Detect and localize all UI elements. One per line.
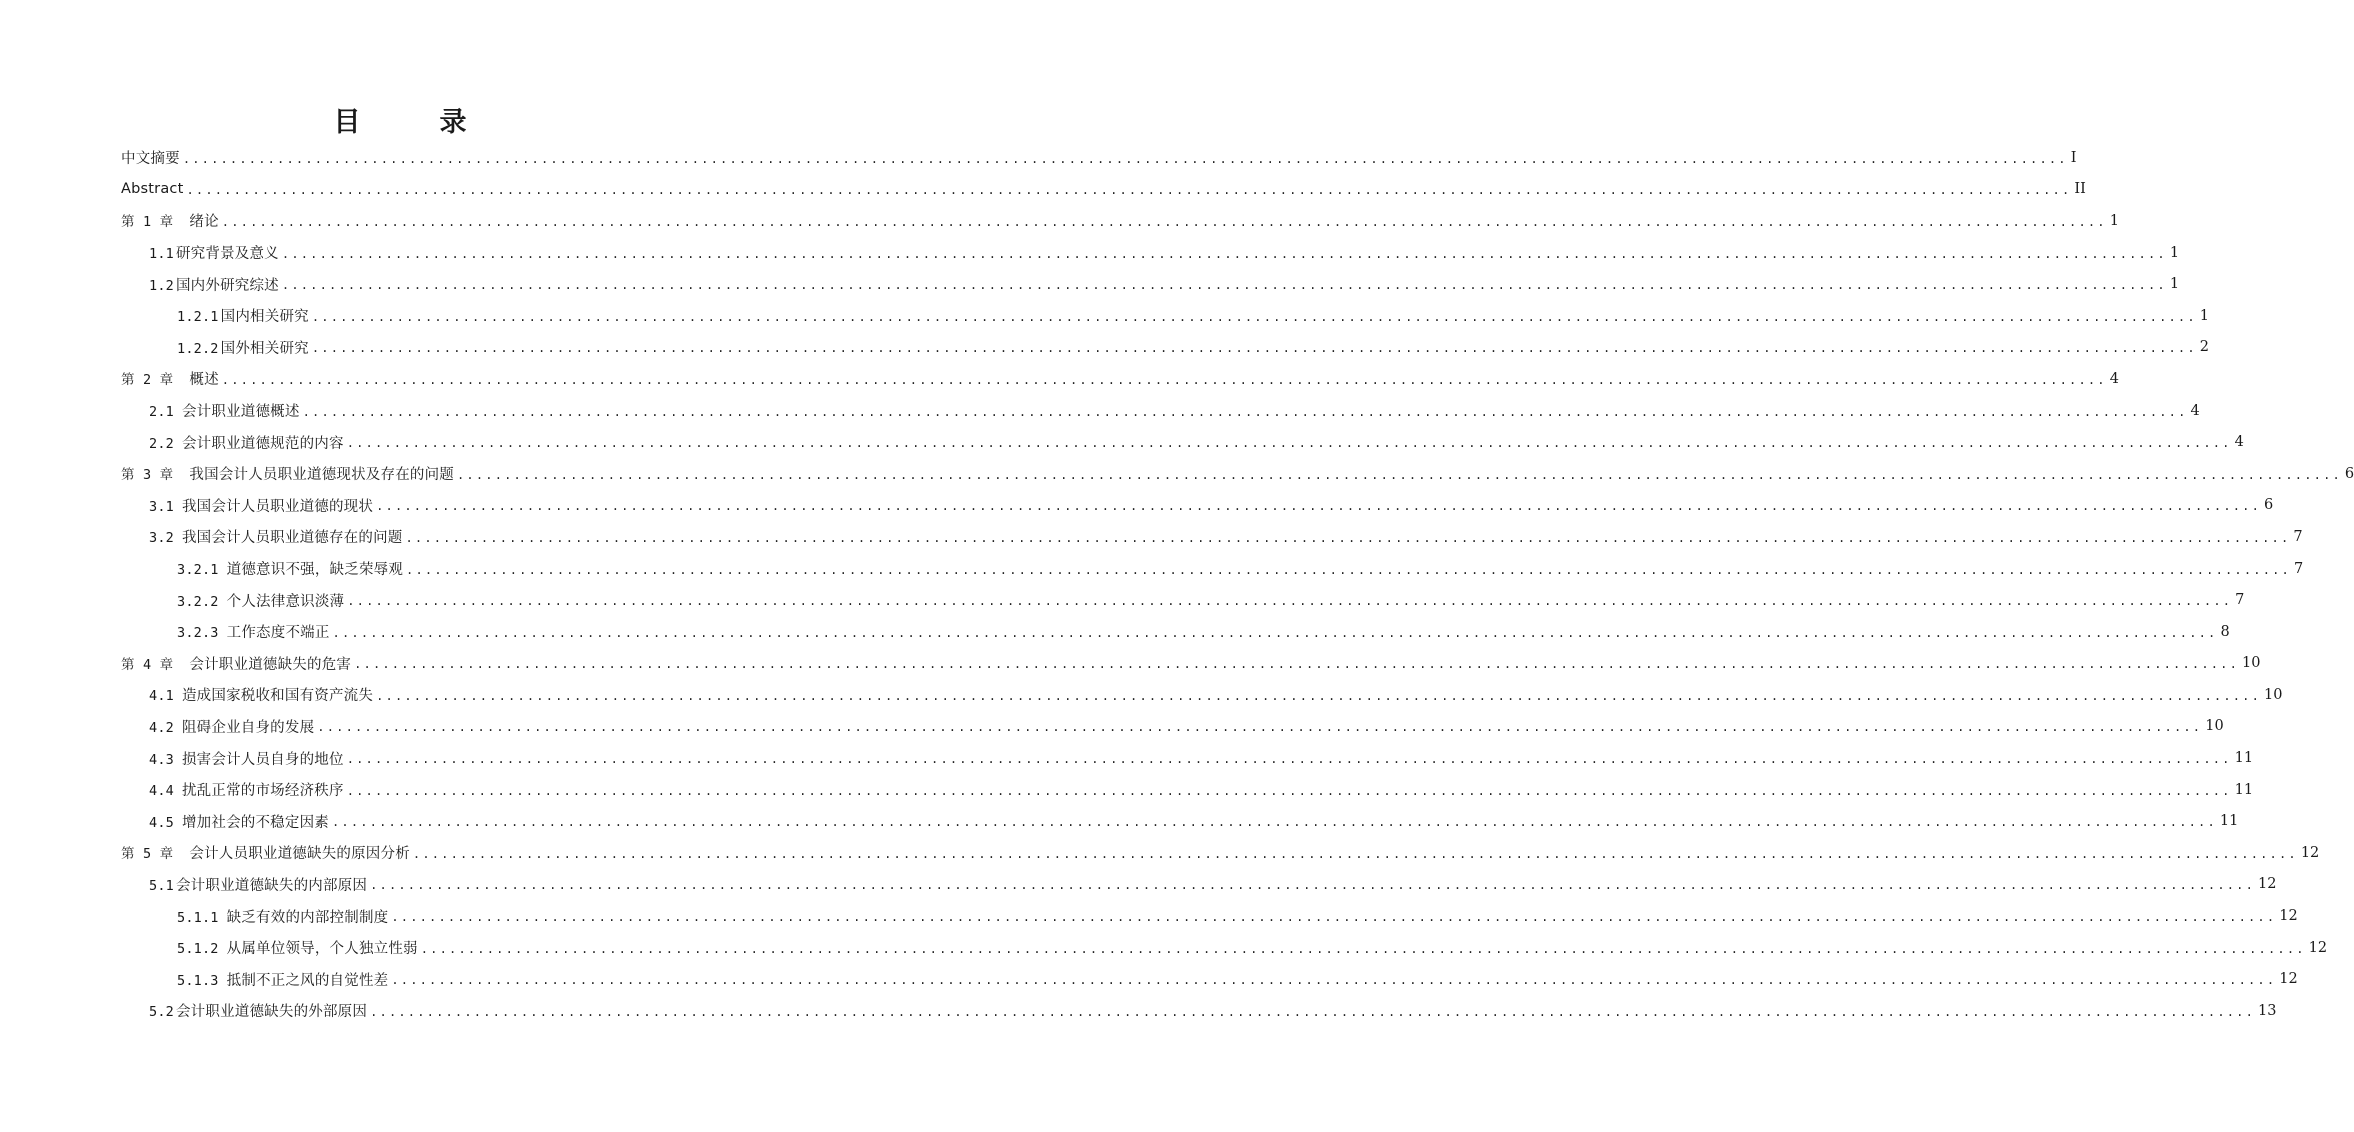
toc-leader-dots: ........................................................................................................................................................................................................ xyxy=(347,594,2233,609)
toc-entry-number: 5.1.1 xyxy=(177,909,219,926)
toc-leader-dots: ........................................................................................................................................................................................................ xyxy=(311,309,2197,324)
toc-entry-number: 5.1.2 xyxy=(177,941,219,958)
toc-entry-text: 造成国家税收和国有资产流失 xyxy=(181,688,374,705)
toc-entry-number: 4.1 xyxy=(149,688,174,705)
toc-page-number: 12 xyxy=(2308,939,2328,956)
toc-entry-label xyxy=(149,748,344,769)
toc-entry-number: 5.2 xyxy=(149,1004,174,1021)
toc-entry[interactable] xyxy=(121,869,2277,901)
toc-page-number: 11 xyxy=(2219,813,2239,830)
toc-entry[interactable] xyxy=(121,521,2303,553)
toc-leader-dots: ........................................................................................................................................................................................................ xyxy=(370,878,2256,893)
toc-entry-label xyxy=(177,906,388,927)
toc-page-number: 11 xyxy=(2234,781,2254,798)
toc-page-number: 1 xyxy=(2199,307,2209,324)
toc-entry[interactable] xyxy=(121,584,2245,616)
toc-entry[interactable] xyxy=(121,490,2274,522)
toc-entry-number: 第 4 章 xyxy=(121,656,174,673)
toc-entry[interactable] xyxy=(121,363,2119,395)
toc-entry-number: 2.2 xyxy=(149,435,174,452)
toc-entry-text: 国内外研究综述 xyxy=(175,277,279,294)
toc-entry-text: 国外相关研究 xyxy=(220,340,309,357)
toc-entry[interactable] xyxy=(121,553,2304,585)
toc-page-number: 7 xyxy=(2235,592,2245,609)
toc-entry-text: 会计职业道德缺失的内部原因 xyxy=(175,877,368,894)
toc-leader-dots: ........................................................................................................................................................................................................ xyxy=(302,404,2188,419)
toc-entry-number: 第 3 章 xyxy=(121,467,174,484)
toc-leader-dots: ........................................................................................................................................................................................................ xyxy=(354,657,2240,672)
toc-entry[interactable] xyxy=(121,268,2180,300)
toc-entry-text: 增加社会的不稳定因素 xyxy=(181,814,329,831)
toc-leader-dots: ........................................................................................................................................................................................................ xyxy=(370,1004,2256,1019)
toc-entry-text: 道德意识不强，缺乏荣辱观 xyxy=(226,562,404,579)
toc-entry-label xyxy=(149,1000,367,1021)
toc-entry-text: 我国会计人员职业道德存在的问题 xyxy=(181,530,403,547)
toc-entry-label xyxy=(149,495,373,516)
toc-entry-label xyxy=(121,842,410,863)
toc-entry-label xyxy=(121,368,219,389)
toc-entry-number: 1.2 xyxy=(149,277,174,294)
toc-entry[interactable] xyxy=(121,174,2086,206)
toc-leader-dots: ........................................................................................................................................................................................................ xyxy=(420,941,2306,956)
toc-entry[interactable] xyxy=(121,742,2254,774)
toc-entry-label xyxy=(177,621,330,642)
toc-entry-text: 阻碍企业自身的发展 xyxy=(181,719,315,736)
toc-entry-text: 研究背景及意义 xyxy=(175,246,279,263)
toc-entry-number: 第 2 章 xyxy=(121,372,174,389)
toc-entry-number: 第 5 章 xyxy=(121,846,174,863)
toc-entry-label xyxy=(177,590,344,611)
toc-page-number: II xyxy=(2074,181,2086,198)
toc-page-number: 10 xyxy=(2242,655,2261,672)
toc-entry[interactable] xyxy=(121,995,2277,1027)
page-title: 目 录 xyxy=(333,107,493,138)
toc-entry-number: 5.1 xyxy=(149,877,174,894)
toc-entry-number: 3.2.2 xyxy=(177,593,219,610)
toc-entry-text: 中文摘要 xyxy=(121,151,180,168)
toc-entry-number: 3.2.3 xyxy=(177,625,219,642)
toc-entry-number: 1.2.1 xyxy=(177,309,219,326)
toc-entry[interactable] xyxy=(121,426,2244,458)
toc-entry-text: 损害会计人员自身的地位 xyxy=(181,751,344,768)
toc-entry-number: 4.3 xyxy=(149,751,174,768)
toc-page-number: 1 xyxy=(2169,276,2180,293)
toc-leader-dots: ........................................................................................................................................................................................................ xyxy=(391,910,2277,925)
toc-page-number: I xyxy=(2070,149,2077,166)
toc-entry[interactable] xyxy=(121,300,2209,332)
toc-entry-text: 会计职业道德缺失的外部原因 xyxy=(175,1004,368,1021)
toc-entry-number: 第 1 章 xyxy=(121,214,174,231)
toc-leader-dots: ........................................................................................................................................................................................................ xyxy=(281,246,2167,261)
toc-entry[interactable] xyxy=(121,458,2354,490)
toc-entry-text: 会计职业道德缺失的危害 xyxy=(189,656,352,673)
toc-entry[interactable] xyxy=(121,395,2200,427)
toc-leader-dots: ........................................................................................................................................................................................................ xyxy=(221,214,2107,229)
toc-page-number: 4 xyxy=(2234,434,2244,451)
toc-entry-label xyxy=(149,274,279,295)
toc-entry-label xyxy=(177,337,309,358)
toc-entry-label xyxy=(121,147,180,168)
toc-page-number: 4 xyxy=(2109,370,2119,387)
toc-page-number: 7 xyxy=(2293,528,2303,545)
toc-entry-number: 4.2 xyxy=(149,719,174,736)
toc-entry-label xyxy=(149,432,344,453)
toc-entry-text: 抵制不正之风的自觉性差 xyxy=(226,972,389,989)
toc-page-number: 11 xyxy=(2234,750,2254,767)
toc-entry-label xyxy=(121,181,183,197)
toc-entry[interactable] xyxy=(121,142,2077,174)
toc-leader-dots: ........................................................................................................................................................................................................ xyxy=(311,341,2197,356)
toc-entry-label xyxy=(149,684,373,705)
toc-page-number: 12 xyxy=(2258,876,2277,893)
toc-entry[interactable] xyxy=(121,679,2283,711)
toc-entry[interactable] xyxy=(121,932,2328,964)
toc-entry[interactable] xyxy=(121,963,2298,995)
toc-entry[interactable] xyxy=(121,237,2180,269)
toc-entry-label xyxy=(149,779,344,800)
toc-entry-number: 3.2.1 xyxy=(177,562,219,579)
toc-entry-label xyxy=(149,400,300,421)
toc-entry-text: 我国会计人员职业道德的现状 xyxy=(181,498,374,515)
toc-page-number: 7 xyxy=(2293,560,2304,577)
toc-page-number: 1 xyxy=(2109,212,2119,229)
toc-entry-label xyxy=(121,463,454,484)
toc-page-number: 10 xyxy=(2264,686,2283,703)
toc-leader-dots: ........................................................................................................................................................................................................ xyxy=(317,720,2203,735)
toc-entry[interactable] xyxy=(121,205,2119,237)
toc-entry-text: 会计人员职业道德缺失的原因分析 xyxy=(189,846,410,863)
toc-page-number: 8 xyxy=(2220,623,2230,640)
toc-entry-text: 概述 xyxy=(189,372,219,389)
toc-entry-number: 2.1 xyxy=(149,404,174,421)
toc-entry-text: 从属单位领导，个人独立性弱 xyxy=(226,941,418,958)
toc-entry-label xyxy=(177,969,388,990)
toc-leader-dots: ........................................................................................................................................................................................................ xyxy=(182,151,2068,166)
toc-leader-dots: ........................................................................................................................................................................................................ xyxy=(186,183,2072,198)
toc-page-number: 10 xyxy=(2205,718,2224,735)
toc-entry-label xyxy=(149,811,329,832)
toc-leader-dots: ........................................................................................................................................................................................................ xyxy=(412,846,2298,861)
toc-entry-number: 3.1 xyxy=(149,498,174,515)
toc-page-number: 2 xyxy=(2199,339,2209,356)
toc-entry-label xyxy=(121,653,351,674)
toc-entry-text: 会计职业道德概述 xyxy=(181,404,300,421)
toc-entry-number: 3.2 xyxy=(149,530,174,547)
toc-leader-dots: ........................................................................................................................................................................................................ xyxy=(346,752,2232,767)
toc-entry-label xyxy=(121,210,219,231)
toc-entry-number: 1.2.2 xyxy=(177,340,219,357)
toc-entry-label xyxy=(177,937,418,958)
toc-leader-dots: ........................................................................................................................................................................................................ xyxy=(457,467,2342,482)
toc-entry-text: 工作态度不端正 xyxy=(226,625,330,642)
toc-entry[interactable] xyxy=(121,805,2239,837)
toc-entry-label xyxy=(149,874,367,895)
toc-leader-dots: ........................................................................................................................................................................................................ xyxy=(346,783,2232,798)
toc-entry-number: 4.4 xyxy=(149,783,174,800)
toc-entry-text: 国内相关研究 xyxy=(220,309,309,326)
toc-leader-dots: ........................................................................................................................................................................................................ xyxy=(332,625,2218,640)
toc-page-number: 1 xyxy=(2169,244,2180,261)
toc-entry-text: 会计职业道德规范的内容 xyxy=(181,435,344,452)
toc-leader-dots: ........................................................................................................................................................................................................ xyxy=(346,436,2232,451)
toc-leader-dots: ........................................................................................................................................................................................................ xyxy=(376,499,2262,514)
toc-leader-dots: ........................................................................................................................................................................................................ xyxy=(376,688,2262,703)
toc-entry-label xyxy=(149,242,279,263)
toc-entry[interactable] xyxy=(121,900,2298,932)
toc-page-number: 12 xyxy=(2279,971,2298,988)
toc-leader-dots: ........................................................................................................................................................................................................ xyxy=(405,530,2291,545)
toc-entry-text: 个人法律意识淡薄 xyxy=(226,593,345,610)
toc-entry[interactable] xyxy=(121,774,2254,806)
toc-leader-dots: ........................................................................................................................................................................................................ xyxy=(391,973,2277,988)
toc-entry-number: 5.1.3 xyxy=(177,972,219,989)
toc-entry-label xyxy=(149,526,402,547)
table-of-contents xyxy=(121,142,2354,1027)
toc-entry[interactable] xyxy=(121,616,2230,648)
toc-entry-label xyxy=(177,558,403,579)
toc-page-number: 6 xyxy=(2264,497,2274,514)
toc-entry[interactable] xyxy=(121,711,2224,743)
toc-entry-label xyxy=(149,716,314,737)
toc-entry-text: Abstract xyxy=(121,181,184,198)
toc-page-number: 12 xyxy=(2300,844,2320,861)
toc-entry[interactable] xyxy=(121,332,2209,364)
toc-page-number: 12 xyxy=(2279,908,2298,925)
toc-page-number: 4 xyxy=(2190,402,2200,419)
toc-leader-dots: ........................................................................................................................................................................................................ xyxy=(281,278,2167,293)
toc-entry-text: 我国会计人员职业道德现状及存在的问题 xyxy=(189,467,454,484)
toc-entry-text: 绪论 xyxy=(189,214,219,231)
toc-entry-number: 1.1 xyxy=(149,246,174,263)
toc-leader-dots: ........................................................................................................................................................................................................ xyxy=(331,815,2217,830)
toc-leader-dots: ........................................................................................................................................................................................................ xyxy=(406,562,2291,577)
toc-page-number: 13 xyxy=(2258,1002,2277,1019)
toc-entry[interactable] xyxy=(121,648,2261,680)
toc-entry[interactable] xyxy=(121,837,2320,869)
toc-leader-dots: ........................................................................................................................................................................................................ xyxy=(221,372,2107,387)
toc-entry-text: 缺乏有效的内部控制制度 xyxy=(226,909,389,926)
toc-entry-text: 扰乱正常的市场经济秩序 xyxy=(181,783,344,800)
toc-page-number: 6 xyxy=(2344,465,2354,482)
toc-entry-label xyxy=(177,305,309,326)
toc-entry-number: 4.5 xyxy=(149,814,174,831)
